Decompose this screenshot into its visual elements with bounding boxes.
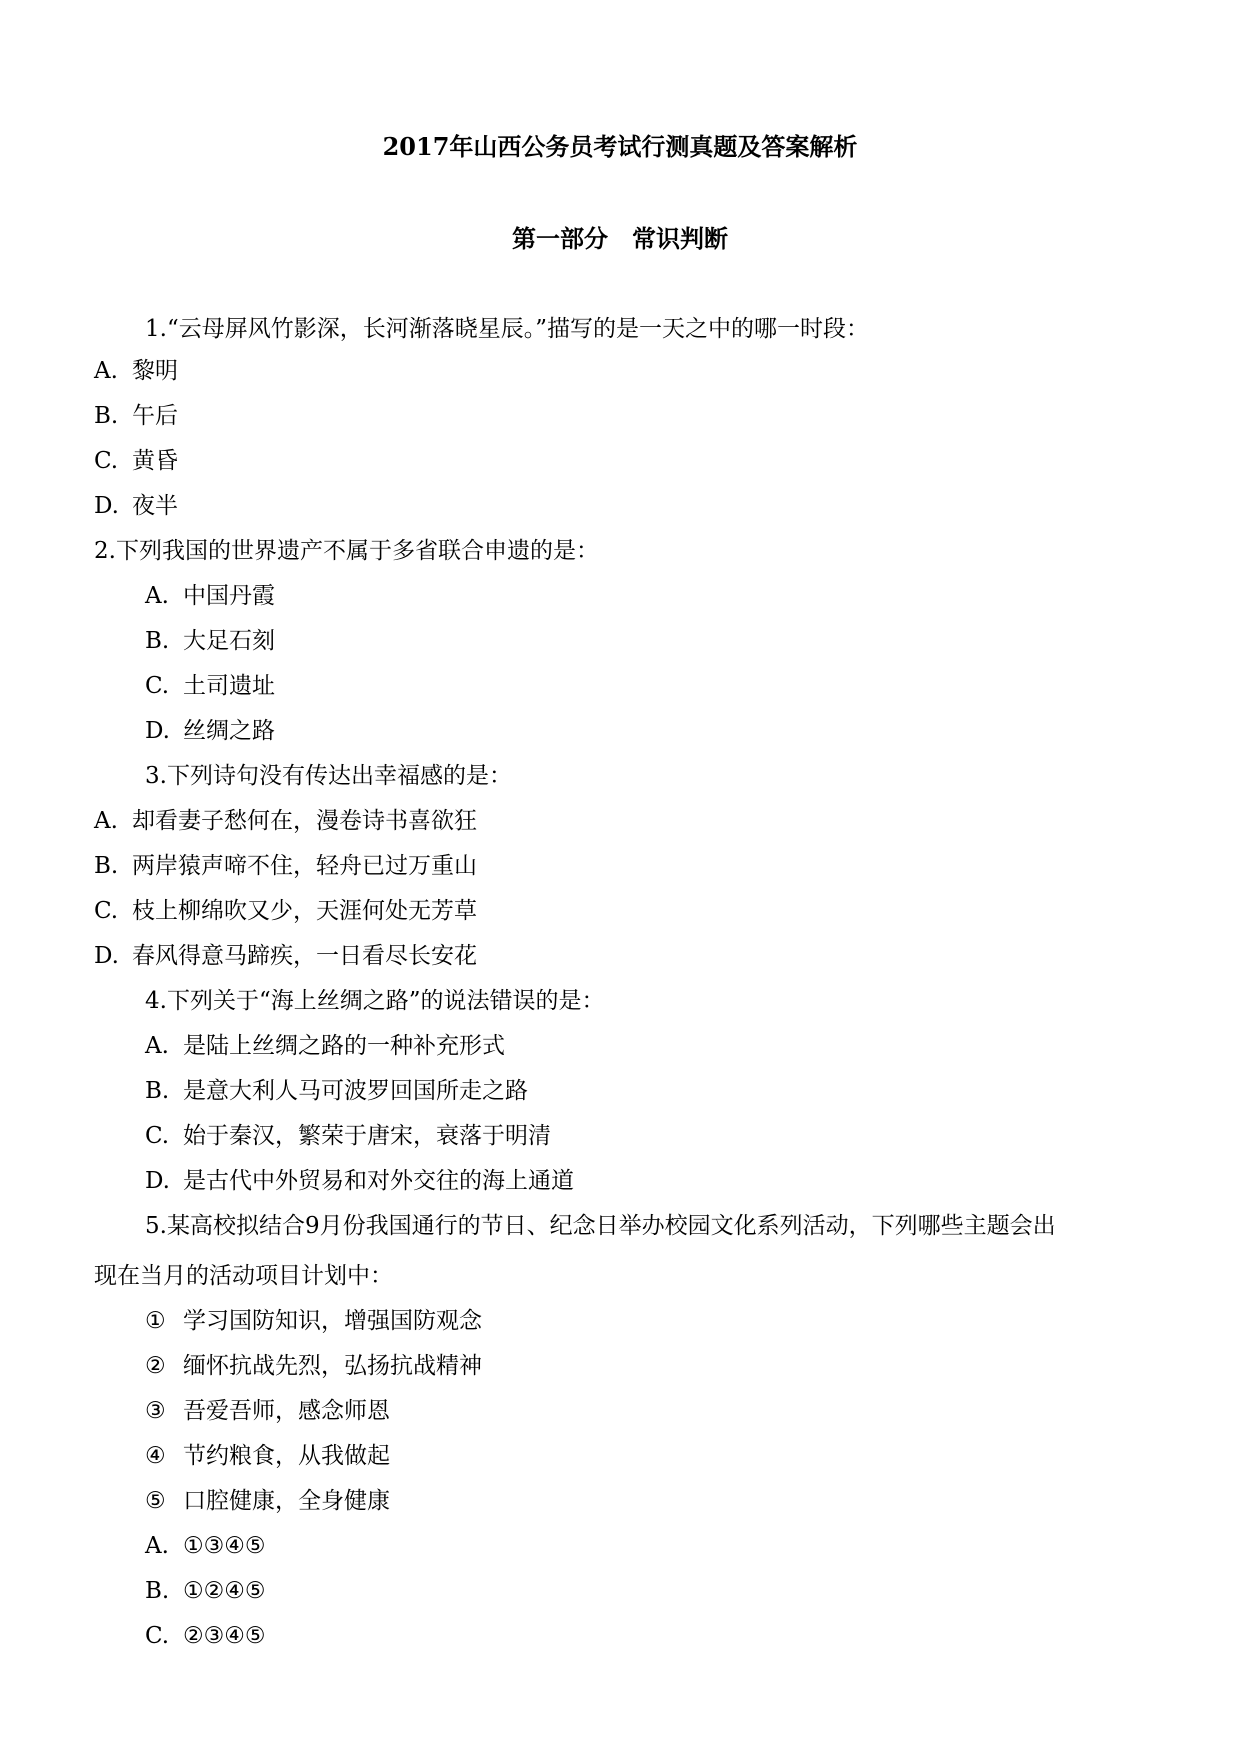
option-label: B.	[94, 403, 119, 429]
option-text: 午后	[132, 403, 178, 429]
option-label: C.	[94, 448, 119, 474]
option-label: D.	[145, 718, 170, 744]
option-text: 两岸猿声啼不住，轻舟已过万重山	[132, 853, 477, 879]
question-5-item-5	[145, 1486, 390, 1516]
option-text: 是古代中外贸易和对外交往的海上通道	[183, 1168, 574, 1194]
option-label: C.	[145, 1623, 170, 1649]
document-title: 2017年山西公务员考试行测真题及答案解析	[382, 132, 858, 161]
option-label: A.	[145, 1033, 169, 1059]
question-5-item-3	[145, 1396, 390, 1426]
option-text: 春风得意马蹄疾，一日看尽长安花	[132, 943, 477, 969]
option-label: B.	[94, 853, 119, 879]
option-label: D.	[145, 1168, 170, 1194]
item-text: 口腔健康，全身健康	[183, 1488, 390, 1514]
question-4-stem: 4.下列关于“海上丝绸之路”的说法错误的是：	[145, 988, 605, 1014]
question-1-option-a	[94, 356, 178, 386]
option-text: 大足石刻	[183, 628, 275, 654]
question-3-stem: 3.下列诗句没有传达出幸福感的是：	[145, 763, 512, 789]
item-label: ⑤	[145, 1488, 166, 1514]
option-text: 丝绸之路	[183, 718, 275, 744]
question-5-item-1	[145, 1306, 482, 1336]
item-label: ④	[145, 1443, 166, 1469]
option-text: 枝上柳绵吹又少，天涯何处无芳草	[132, 898, 477, 924]
option-label: D.	[94, 943, 119, 969]
item-text: 学习国防知识，增强国防观念	[183, 1308, 482, 1334]
question-5-stem: 5.某高校拟结合9月份我国通行的节日、纪念日举办校园文化系列活动，下列哪些主题会出	[145, 1213, 1056, 1239]
option-text: 始于秦汉，繁荣于唐宋，衰落于明清	[183, 1123, 551, 1149]
option-label: A.	[94, 808, 118, 834]
option-label: D.	[94, 493, 119, 519]
option-text: 土司遗址	[183, 673, 275, 699]
option-label: C.	[145, 673, 170, 699]
option-text: 是陆上丝绸之路的一种补充形式	[183, 1033, 505, 1059]
question-3-option-b	[94, 851, 477, 881]
option-text: 黎明	[132, 358, 178, 384]
question-2-option-c	[145, 671, 275, 701]
item-text: 缅怀抗战先烈，弘扬抗战精神	[183, 1353, 482, 1379]
option-label: C.	[145, 1123, 170, 1149]
section-title: 第一部分 常识判断	[512, 224, 728, 253]
question-1-option-b	[94, 401, 178, 431]
question-4-option-a	[145, 1031, 505, 1061]
option-text: 是意大利人马可波罗回国所走之路	[183, 1078, 528, 1104]
option-text: 夜半	[132, 493, 178, 519]
option-label: B.	[145, 1578, 170, 1604]
item-label: ①	[145, 1308, 166, 1334]
option-text: ①③④⑤	[183, 1533, 266, 1559]
question-4-option-c	[145, 1121, 551, 1151]
question-2-option-d	[145, 716, 275, 746]
question-4-option-d	[145, 1166, 574, 1196]
question-5-option-c	[145, 1621, 265, 1651]
question-2-stem: 2.下列我国的世界遗产不属于多省联合申遗的是：	[94, 538, 599, 564]
option-label: A.	[94, 358, 118, 384]
question-1-stem: 1.“云母屏风竹影深，长河渐落晓星辰。”描写的是一天之中的哪一时段：	[145, 316, 869, 342]
option-text: ①②④⑤	[183, 1578, 266, 1604]
item-text: 节约粮食，从我做起	[183, 1443, 390, 1469]
option-label: A.	[145, 1533, 169, 1559]
option-label: C.	[94, 898, 119, 924]
item-label: ②	[145, 1353, 166, 1379]
question-1-option-d	[94, 491, 178, 521]
question-3-option-a	[94, 806, 477, 836]
question-5-item-4	[145, 1441, 390, 1471]
option-text: 却看妻子愁何在，漫卷诗书喜欲狂	[132, 808, 477, 834]
option-label: B.	[145, 1078, 170, 1104]
question-3-option-d	[94, 941, 477, 971]
question-5-option-a	[145, 1531, 265, 1561]
option-text: 黄昏	[132, 448, 178, 474]
item-label: ③	[145, 1398, 166, 1424]
option-label: A.	[145, 583, 169, 609]
question-2-option-b	[145, 626, 275, 656]
question-5-stem-continued: 现在当月的活动项目计划中：	[94, 1263, 393, 1289]
option-text: ②③④⑤	[183, 1623, 266, 1649]
option-text: 中国丹霞	[183, 583, 275, 609]
question-4-option-b	[145, 1076, 528, 1106]
question-5-option-b	[145, 1576, 265, 1606]
question-2-option-a	[145, 581, 275, 611]
option-label: B.	[145, 628, 170, 654]
question-1-option-c	[94, 446, 178, 476]
question-5-item-2	[145, 1351, 482, 1381]
item-text: 吾爱吾师，感念师恩	[183, 1398, 390, 1424]
question-3-option-c	[94, 896, 477, 926]
